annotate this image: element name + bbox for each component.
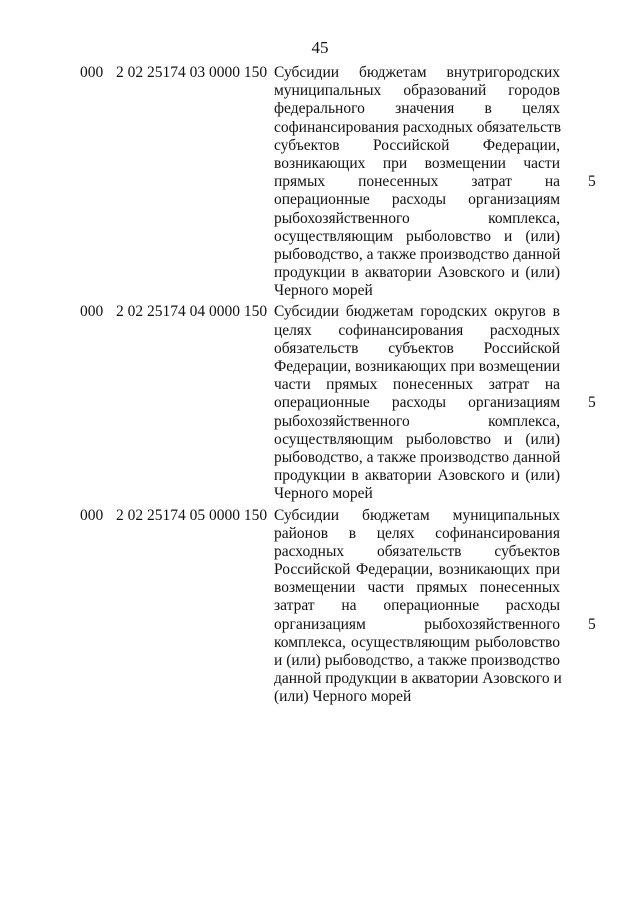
description-line: рыбоводство, а также производство данной <box>274 448 561 466</box>
description-line: Федерации, возникающих при возмещении <box>274 358 560 375</box>
row-description <box>274 507 560 707</box>
description-line: возникающих при возмещении части <box>274 154 560 172</box>
description-line: субъектов Российской Федерации, <box>274 136 560 154</box>
description-line: затрат на операционные расходы <box>274 597 560 615</box>
description-line: софинансирования расходных обязательств <box>274 118 562 136</box>
description-line: Черного морей <box>274 282 373 300</box>
description-line: (или) Черного морей <box>274 688 412 706</box>
description-line: районов в целях софинансирования <box>274 524 560 542</box>
admin-code: 000 <box>80 303 104 321</box>
description-line: осуществляющим рыболовство и (или) <box>274 227 560 245</box>
description-line: целях софинансирования расходных <box>274 321 560 339</box>
description-line: части прямых понесенных затрат на <box>274 376 560 394</box>
description-line: федерального значения в целях <box>274 100 560 118</box>
table-row <box>0 303 640 503</box>
description-line: операционные расходы организациям <box>274 191 560 209</box>
table-row <box>0 507 640 707</box>
admin-code: 000 <box>80 506 104 524</box>
description-line: расходных обязательств субъектов <box>274 542 560 560</box>
budget-classification-code: 2 02 25174 05 0000 150 <box>116 506 268 524</box>
description-line: операционные расходы организациям <box>274 394 560 412</box>
description-line: Субсидии бюджетам муниципальных <box>274 506 560 524</box>
budget-classification-code: 2 02 25174 03 0000 150 <box>116 64 268 81</box>
description-line: рыбохозяйственного комплекса, <box>274 209 560 227</box>
description-line: Черного морей <box>274 485 373 503</box>
description-line: Субсидии бюджетам внутригородских <box>274 64 560 81</box>
description-line: осуществляющим рыболовство и (или) <box>274 430 560 448</box>
page-number: 45 <box>311 38 329 57</box>
description-line: муниципальных образований городов <box>274 82 560 100</box>
value-cell: 5 <box>588 615 596 633</box>
budget-classification-code: 2 02 25174 04 0000 150 <box>116 303 268 321</box>
description-line: возмещении части прямых понесенных <box>274 579 560 597</box>
description-line: комплекса, осуществляющим рыболовство <box>274 633 560 651</box>
description-line: данной продукции в акватории Азовского и <box>274 670 562 688</box>
row-description <box>274 303 560 503</box>
description-line: организациям рыбохозяйственного <box>274 615 560 633</box>
table-row <box>0 64 640 300</box>
description-line: продукции в акватории Азовского и (или) <box>274 467 560 485</box>
value-cell: 5 <box>588 394 596 412</box>
description-line: Субсидии бюджетам городских округов в <box>274 303 560 321</box>
description-line: обязательств субъектов Российской <box>274 339 560 357</box>
description-line: продукции в акватории Азовского и (или) <box>274 264 560 282</box>
admin-code: 000 <box>80 64 104 81</box>
value-cell: 5 <box>588 173 596 190</box>
description-line: рыбохозяйственного комплекса, <box>274 412 560 430</box>
description-line: рыбоводство, а также производство данной <box>274 245 561 263</box>
description-line: и (или) рыбоводство, а также производство <box>274 652 560 669</box>
row-description <box>274 64 560 300</box>
description-line: Российской Федерации, возникающих при <box>274 561 560 579</box>
budget-table <box>0 64 640 710</box>
description-line: прямых понесенных затрат на <box>274 173 560 191</box>
